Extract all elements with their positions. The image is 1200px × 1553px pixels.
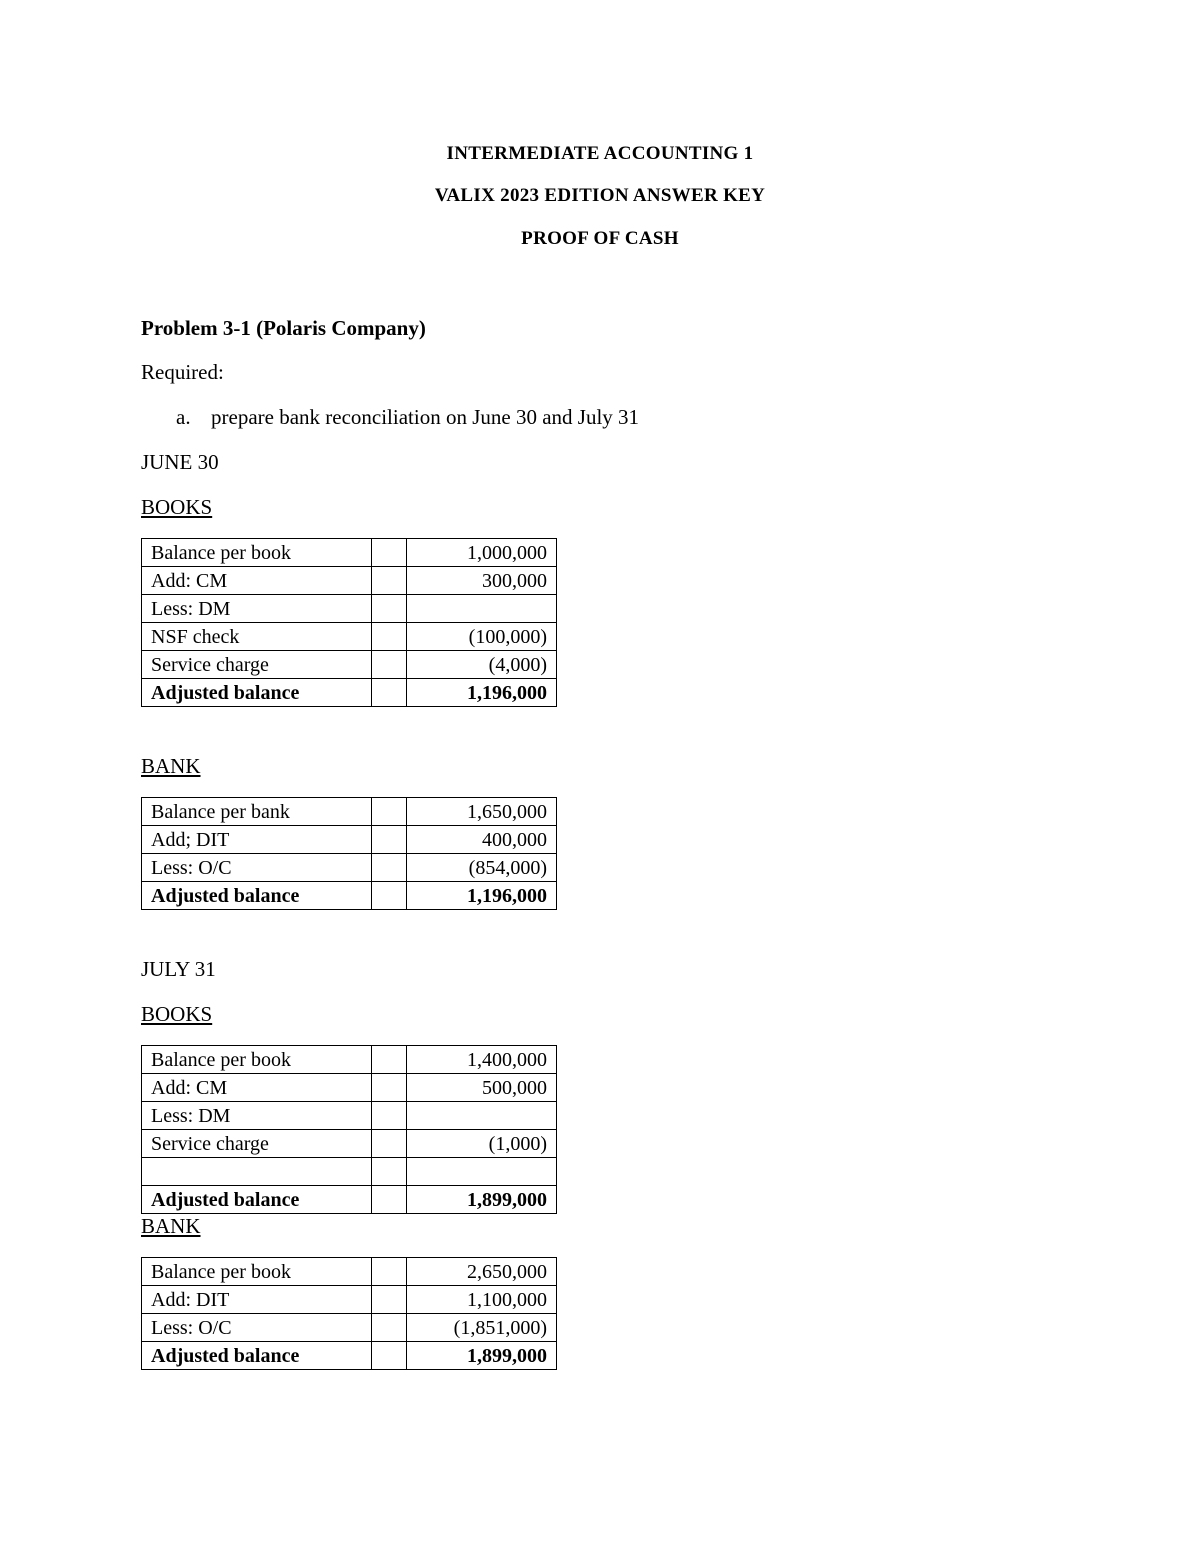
- document-topic: PROOF OF CASH: [521, 228, 679, 249]
- row-label: Add: DIT: [142, 1286, 372, 1314]
- row-amount: (100,000): [407, 623, 557, 651]
- row-label: Service charge: [142, 1130, 372, 1158]
- table-row: [142, 651, 557, 679]
- row-blank: [372, 679, 407, 707]
- row-blank: [372, 595, 407, 623]
- row-blank: [372, 623, 407, 651]
- row-blank: [372, 798, 407, 826]
- row-blank: [372, 826, 407, 854]
- july-books-label: BOOKS: [141, 1002, 213, 1026]
- row-blank: [372, 539, 407, 567]
- row-label: Less: O/C: [142, 1314, 372, 1342]
- list-item-text: prepare bank reconciliation on June 30 and July 31: [211, 405, 640, 429]
- row-label: Service charge: [142, 651, 372, 679]
- row-label: NSF check: [142, 623, 372, 651]
- row-amount: 1,400,000: [407, 1046, 557, 1074]
- table-row: [142, 854, 557, 882]
- table-row: [142, 1286, 557, 1314]
- row-amount: 300,000: [407, 567, 557, 595]
- table-row: [142, 1130, 557, 1158]
- row-blank: [372, 882, 407, 910]
- required-label: Required:: [141, 360, 224, 384]
- total-amount: 1,899,000: [407, 1186, 557, 1214]
- row-label: Add: CM: [142, 1074, 372, 1102]
- total-amount: 1,899,000: [407, 1342, 557, 1370]
- row-blank: [372, 854, 407, 882]
- row-amount: 1,100,000: [407, 1286, 557, 1314]
- table-row: [142, 595, 557, 623]
- row-blank: [372, 1286, 407, 1314]
- total-label: Adjusted balance: [142, 679, 372, 707]
- total-label: Adjusted balance: [142, 1342, 372, 1370]
- row-blank: [372, 651, 407, 679]
- row-amount: 1,650,000: [407, 798, 557, 826]
- row-amount: 1,000,000: [407, 539, 557, 567]
- table-row: [142, 623, 557, 651]
- row-amount: [407, 595, 557, 623]
- list-marker: a.: [176, 405, 191, 429]
- row-label: Balance per book: [142, 1258, 372, 1286]
- row-label: Less: DM: [142, 595, 372, 623]
- total-row: [142, 882, 557, 910]
- row-amount: 2,650,000: [407, 1258, 557, 1286]
- row-label: Balance per book: [142, 1046, 372, 1074]
- row-blank: [372, 1158, 407, 1186]
- row-label: Less: DM: [142, 1102, 372, 1130]
- total-amount: 1,196,000: [407, 679, 557, 707]
- june-bank-table: [141, 797, 557, 910]
- row-label: Balance per book: [142, 539, 372, 567]
- row-label: Add: CM: [142, 567, 372, 595]
- table-row: [142, 1258, 557, 1286]
- table-row: [142, 1074, 557, 1102]
- row-blank: [372, 1342, 407, 1370]
- row-blank: [372, 1074, 407, 1102]
- june-bank-label: BANK: [141, 754, 201, 778]
- july-books-table: [141, 1045, 557, 1214]
- document-title: INTERMEDIATE ACCOUNTING 1: [446, 143, 754, 164]
- table-row: [142, 1102, 557, 1130]
- july-bank-label: BANK: [141, 1214, 201, 1238]
- row-amount: (1,851,000): [407, 1314, 557, 1342]
- table-row: [142, 567, 557, 595]
- row-blank: [372, 1046, 407, 1074]
- row-amount: 400,000: [407, 826, 557, 854]
- document-subtitle: VALIX 2023 EDITION ANSWER KEY: [434, 185, 766, 206]
- table-row: [142, 1158, 557, 1186]
- table-row: [142, 539, 557, 567]
- row-amount: (854,000): [407, 854, 557, 882]
- june-books-label: BOOKS: [141, 495, 213, 519]
- row-label: Add; DIT: [142, 826, 372, 854]
- table-row: [142, 826, 557, 854]
- july-bank-table: [141, 1257, 557, 1370]
- june-date-label: JUNE 30: [141, 450, 219, 474]
- table-row: [142, 798, 557, 826]
- row-blank: [372, 1186, 407, 1214]
- table-row: [142, 1046, 557, 1074]
- june-books-table: [141, 538, 557, 707]
- table-row: [142, 1314, 557, 1342]
- problem-title: Problem 3-1 (Polaris Company): [141, 316, 426, 340]
- total-row: [142, 1186, 557, 1214]
- total-amount: 1,196,000: [407, 882, 557, 910]
- total-row: [142, 679, 557, 707]
- total-label: Adjusted balance: [142, 1186, 372, 1214]
- row-blank: [372, 1102, 407, 1130]
- row-blank: [372, 1314, 407, 1342]
- row-amount: [407, 1158, 557, 1186]
- row-label: Balance per bank: [142, 798, 372, 826]
- row-amount: (1,000): [407, 1130, 557, 1158]
- row-amount: [407, 1102, 557, 1130]
- row-blank: [372, 1258, 407, 1286]
- row-blank: [372, 567, 407, 595]
- july-date-label: JULY 31: [141, 957, 216, 981]
- row-label: [142, 1158, 372, 1186]
- total-row: [142, 1342, 557, 1370]
- row-amount: (4,000): [407, 651, 557, 679]
- row-amount: 500,000: [407, 1074, 557, 1102]
- row-blank: [372, 1130, 407, 1158]
- row-label: Less: O/C: [142, 854, 372, 882]
- total-label: Adjusted balance: [142, 882, 372, 910]
